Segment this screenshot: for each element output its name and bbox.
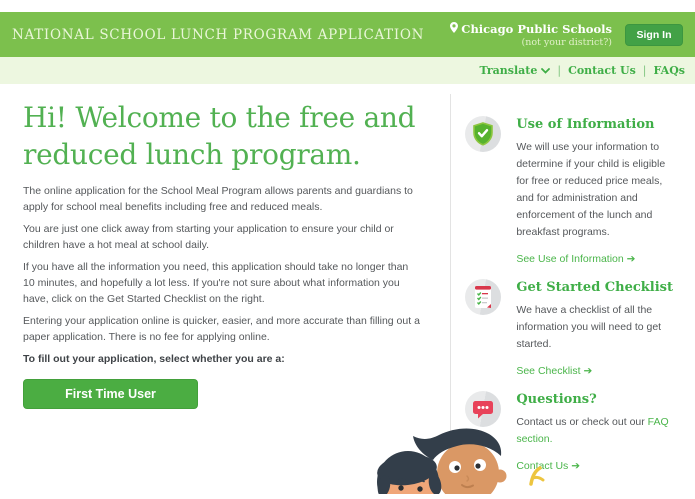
faqs-link[interactable]: FAQs [653, 64, 685, 77]
see-checklist-link[interactable]: See Checklist ➔ [516, 365, 593, 377]
district-name [450, 22, 612, 36]
translate-menu[interactable] [479, 64, 550, 77]
app-title: NATIONAL SCHOOL LUNCH PROGRAM APPLICATION [12, 26, 425, 43]
district-label: Chicago Public Schools [461, 21, 612, 36]
first-time-user-button[interactable]: First Time User [23, 379, 198, 409]
not-your-district-link[interactable]: (not your district?) [521, 36, 612, 48]
chat-bubble-icon [465, 391, 501, 427]
sidebar-text: We will use your information to determine if your child is eligible for free or reduced price meals, and for administration and enforcement of the lunch and breakfast programs. [516, 141, 666, 238]
intro-section [0, 84, 450, 409]
intro-paragraph: The online application for the School Meal Program allows parents and guardians to apply for school meal benefits including free and reduced meals. [23, 185, 413, 213]
sidebar-item-use-of-information [465, 116, 673, 267]
page-title-line2: reduced lunch program. [23, 138, 361, 171]
sidebar-item-get-started-checklist [465, 279, 673, 379]
translate-label: Translate [479, 64, 538, 77]
district-block [450, 22, 612, 48]
sidebar-title: Use of Information [516, 117, 655, 132]
main-content [0, 84, 695, 486]
sidebar-text: Contact us or check out our FAQ section. [516, 416, 669, 445]
sidebar-title: Questions? [516, 392, 597, 407]
separator: | [557, 64, 562, 77]
yellow-object [531, 468, 543, 484]
intro-paragraph: If you have all the information you need, this application should take no longer than 10 minutes, and hopefully a lot less. If you're not sure about what information you have, click on the Get Started Checklist on the right. [23, 261, 409, 305]
children-illustration [363, 426, 548, 494]
arrow-right-icon: ➔ [583, 365, 593, 377]
intro-paragraph: You are just one click away from starting your application to ensure your child or children have a hot meal at school daily. [23, 223, 394, 251]
sidebar-text: We have a checklist of all the information you will need to get started. [516, 304, 662, 350]
sidebar-title: Get Started Checklist [516, 280, 673, 295]
shield-check-icon [465, 116, 501, 152]
utility-bar [0, 57, 695, 84]
arrow-right-icon: ➔ [626, 253, 636, 265]
contact-us-sidebar-link[interactable]: Contact Us ➔ [516, 460, 581, 472]
page-title-line1: Hi! Welcome to the free and [23, 101, 416, 134]
top-margin [0, 0, 695, 12]
separator: | [642, 64, 647, 77]
location-pin-icon [450, 22, 458, 36]
arrow-right-icon: ➔ [571, 460, 581, 472]
contact-us-link[interactable]: Contact Us [568, 64, 636, 77]
page-title [23, 99, 422, 173]
see-use-of-information-link[interactable]: See Use of Information ➔ [516, 253, 636, 265]
intro-paragraph: Entering your application online is quicker, easier, and more accurate than filling out a paper application. There is no fee for applying online. [23, 315, 420, 343]
chevron-down-icon [541, 64, 550, 77]
header-bar [0, 12, 695, 57]
selection-prompt: To fill out your application, select whether you are a: [23, 353, 285, 365]
faq-section-link[interactable]: FAQ section. [516, 416, 669, 445]
checklist-icon [465, 279, 501, 315]
sign-in-button[interactable]: Sign In [625, 24, 683, 46]
